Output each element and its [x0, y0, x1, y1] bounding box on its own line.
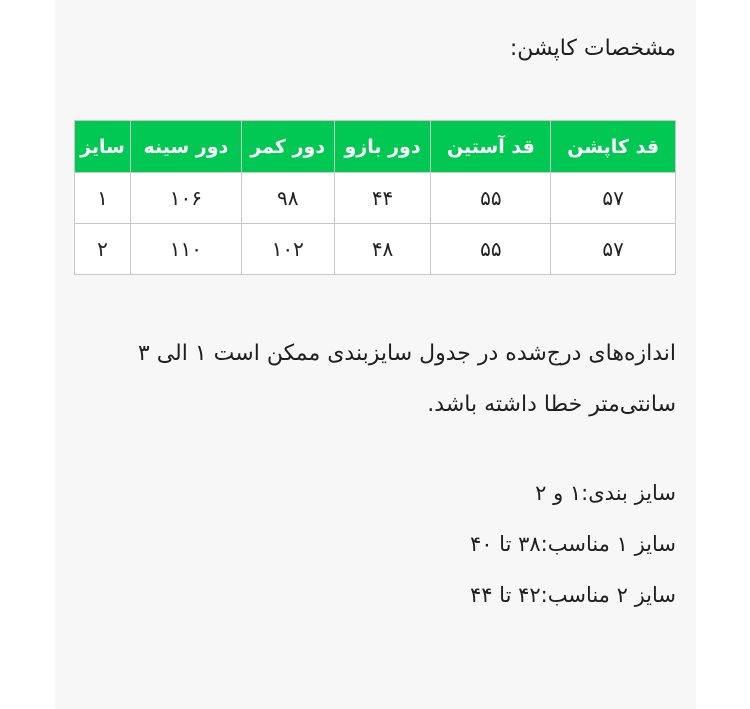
list-item: سایز ۱ مناسب:۳۸ تا ۴۰ — [469, 532, 676, 556]
cell-waist: ۹۸ — [241, 173, 334, 224]
cell-arm-circumference: ۴۴ — [334, 173, 431, 224]
size-spec-list — [74, 468, 676, 621]
table-row — [75, 224, 676, 275]
column-header-sleeve-length: قد آستین — [431, 121, 551, 173]
cell-size: ۱ — [75, 173, 131, 224]
column-header-arm-circumference: دور بازو — [334, 121, 431, 173]
cell-size: ۲ — [75, 224, 131, 275]
jacket-specs-heading: مشخصات کاپشن: — [509, 36, 676, 61]
cell-waist: ۱۰۲ — [241, 224, 334, 275]
column-header-size: سایز — [75, 121, 131, 173]
list-item: سایز بندی:۱ و ۲ — [535, 481, 676, 505]
size-tolerance-note: اندازه‌های درج‌شده در جدول سایزبندی ممکن است ۱ الی ۳ سانتی‌متر خطا داشته باشد. — [137, 341, 676, 417]
column-header-waist: دور کمر — [241, 121, 334, 173]
cell-jacket-length: ۵۷ — [551, 224, 676, 275]
cell-chest: ۱۱۰ — [130, 224, 241, 275]
cell-sleeve-length: ۵۵ — [431, 224, 551, 275]
cell-jacket-length: ۵۷ — [551, 173, 676, 224]
table-header-row — [75, 121, 676, 173]
cell-arm-circumference: ۴۸ — [334, 224, 431, 275]
table-row — [75, 173, 676, 224]
size-table — [74, 120, 676, 275]
column-header-jacket-length: قد کاپشن — [551, 121, 676, 173]
product-description-card — [55, 0, 696, 709]
column-header-chest: دور سینه — [130, 121, 241, 173]
list-item: سایز ۲ مناسب:۴۲ تا ۴۴ — [469, 583, 676, 607]
cell-chest: ۱۰۶ — [130, 173, 241, 224]
cell-sleeve-length: ۵۵ — [431, 173, 551, 224]
